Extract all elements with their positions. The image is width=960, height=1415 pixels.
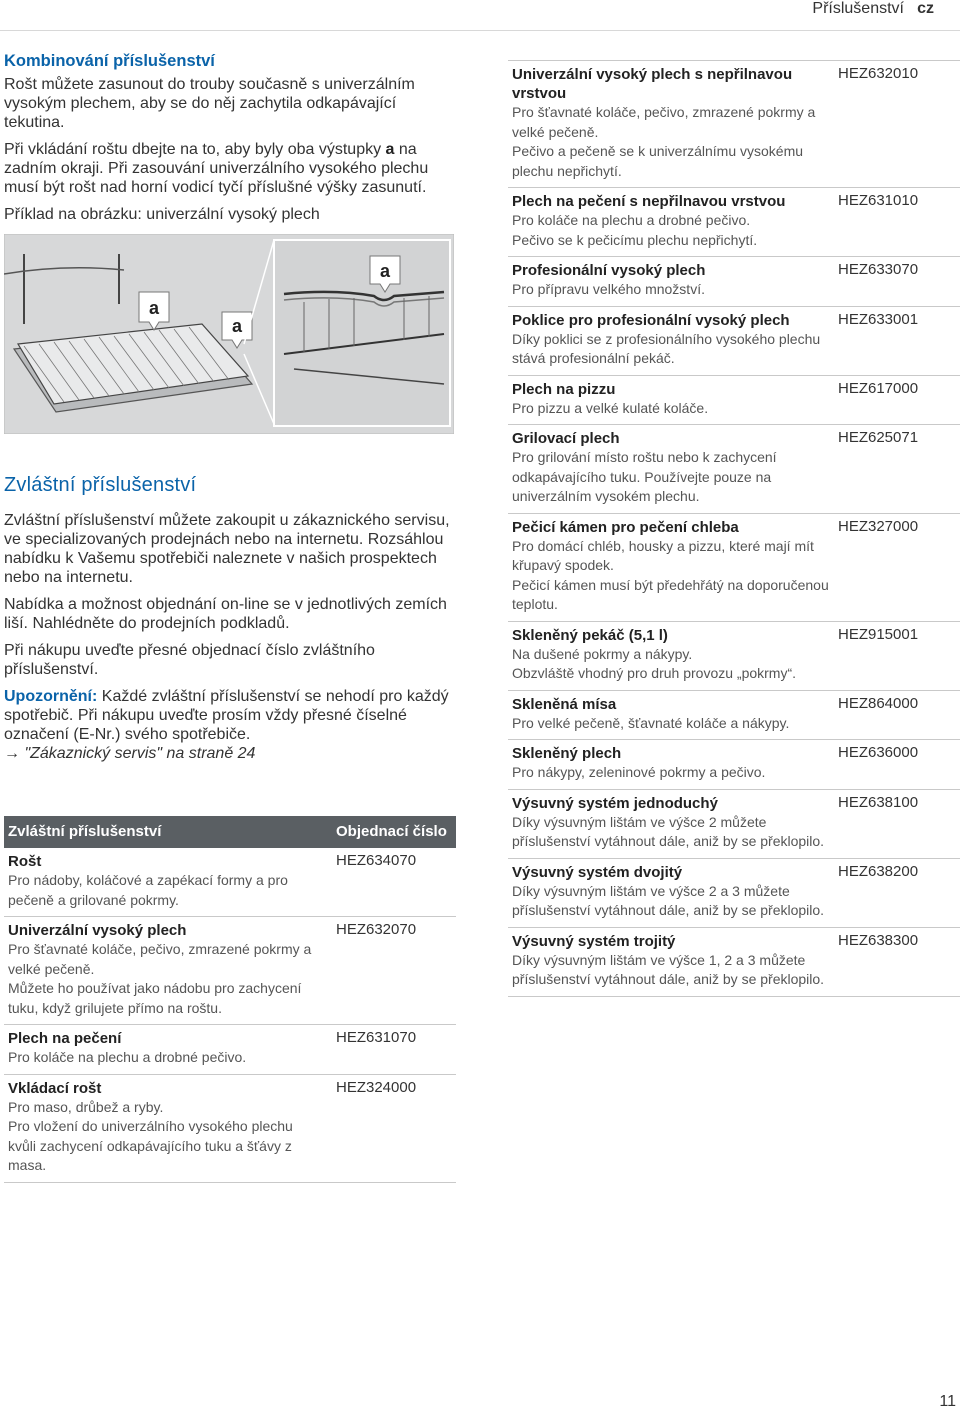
header-section-title: Příslušenství: [812, 0, 904, 17]
order-number: HEZ632010: [838, 65, 919, 82]
order-number: HEZ638300: [838, 931, 919, 949]
accessory-name: Vkládací rošt: [8, 1079, 102, 1097]
order-number: HEZ636000: [838, 744, 919, 761]
accessory-name: Výsuvný systém dvojitý: [512, 863, 683, 881]
order-number: HEZ324000: [336, 1078, 417, 1096]
combining-paragraph-2-end: na zadním okraji. Při zasouvání univerzálního vysokého plechu musí být rošt nad horní vodicí tyčí příslušné výšky zasunutí.: [4, 141, 429, 196]
customer-service-link[interactable]: "Zákaznický servis" na straně 24: [20, 745, 256, 762]
accessory-name: Profesionální vysoký plech: [512, 262, 706, 279]
accessory-description: Pro velké pečeně, šťavnaté koláče a nákypy.: [512, 714, 790, 731]
order-number: HEZ631070: [336, 1029, 417, 1046]
accessory-name: Univerzální vysoký plech: [8, 922, 187, 939]
special-accessories-table: [4, 816, 456, 1183]
callout-a-reference: a: [385, 141, 395, 158]
accessory-name: Rošt: [8, 853, 42, 870]
special-accessories-heading: Zvláštní příslušenství: [4, 474, 197, 496]
left-column: [4, 52, 454, 771]
order-number: HEZ632070: [336, 921, 417, 938]
special-paragraph-2: Nabídka a možnost objednání on-line se v jednotlivých zemích liší. Nahlédněte do prodejních podkladů.: [4, 596, 447, 632]
special-paragraph-1: Zvláštní příslušenství můžete zakoupit u zákaznického servisu, ve specializovaných prodejnách nebo na internetu. Rozsáhlou nabídku k Vašemu spotřebiči naleznete v našich prospektech nebo na internetu.: [4, 512, 450, 586]
accessory-name: Grilovací plech: [512, 430, 620, 447]
order-number: HEZ638100: [838, 793, 919, 811]
table-row: [508, 740, 960, 790]
customer-service-reference[interactable]: [4, 744, 454, 763]
callout-a-right-label: a: [379, 261, 391, 281]
table-row: [508, 188, 960, 257]
accessory-description: Pro grilování místo roštu nebo k zachycení odkapávajícího tuku. Používejte pouze na univerzálním vysokém plechu.: [512, 449, 777, 504]
table-row: [508, 859, 960, 928]
note-label: Upozornění:: [4, 688, 98, 705]
figure-caption: Příklad na obrázku: univerzální vysoký plech: [4, 206, 320, 223]
accessory-name: Univerzální vysoký plech s nepřilnavou vrstvou: [512, 66, 793, 102]
special-accessories-table-continued: [508, 60, 960, 997]
order-number: HEZ634070: [336, 852, 417, 869]
callout-a-middle-label: a: [231, 316, 243, 336]
table-row: [508, 691, 960, 741]
accessory-name: Výsuvný systém trojitý: [512, 932, 676, 950]
accessory-description: Pro šťavnaté koláče, pečivo, zmrazené pokrmy a velké pečeně.: [512, 104, 816, 140]
accessory-description: Můžete ho používat jako nádobu pro zachycení tuku, když grilujete přímo na roštu.: [8, 980, 302, 1016]
accessory-name: Skleněný plech: [512, 745, 622, 762]
order-number: HEZ633001: [838, 310, 919, 328]
accessory-name: Pečicí kámen pro pečení chleba: [512, 518, 739, 536]
table-row: [508, 928, 960, 997]
table-row: [508, 307, 960, 376]
page-number: 11: [939, 1393, 956, 1410]
accessory-name: Výsuvný systém jednoduchý: [512, 794, 718, 812]
accessory-name: Plech na pečení: [8, 1030, 122, 1047]
accessory-description: Pro maso, drůbež a ryby.: [8, 1098, 164, 1115]
accessory-description: Pro koláče na plechu a drobné pečivo.: [8, 1049, 247, 1065]
accessory-description: Pečivo se k pečicímu plechu nepřichytí.: [512, 231, 758, 248]
column-header-accessory: Zvláštní příslušenství: [8, 823, 162, 840]
table-row: [4, 917, 456, 1025]
accessory-description: Pro koláče na plechu a drobné pečivo.: [512, 212, 751, 228]
accessory-description: Díky výsuvným lištám ve výšce 2 můžete příslušenství vytáhnout dále, aniž by se překlopilo.: [512, 813, 825, 849]
accessory-description: Pro nákypy, zeleninové pokrmy a pečivo.: [512, 764, 766, 780]
table-row: [508, 61, 960, 188]
accessory-name: Skleněný pekáč (5,1 l): [512, 626, 668, 644]
accessory-description: Na dušené pokrmy a nákypy.: [512, 645, 693, 662]
page-header: [0, 0, 960, 24]
accessory-name: Skleněná mísa: [512, 695, 617, 713]
table-row: [508, 790, 960, 859]
order-number: HEZ631010: [838, 192, 919, 209]
special-note: [4, 687, 454, 744]
accessory-name: Poklice pro profesionální vysoký plech: [512, 311, 790, 329]
table-row: [508, 514, 960, 622]
accessory-description: Pro šťavnaté koláče, pečivo, zmrazené pokrmy a velké pečeně.: [8, 941, 312, 977]
rack-detail-zoom: [274, 240, 450, 426]
special-paragraph-3: Při nákupu uveďte přesné objednací číslo zvláštního příslušenství.: [4, 642, 375, 678]
note-text: Každé zvláštní příslušenství se nehodí pro každý spotřebič. Při nákupu uveďte prosím vždy přesné číselné označení (E-Nr.) svého spotřebiče.: [4, 688, 449, 743]
arrow-right-icon: →: [4, 745, 20, 762]
header-divider: [0, 30, 960, 31]
accessory-figure: [4, 234, 454, 434]
order-number: HEZ633070: [838, 261, 919, 278]
right-table-body: [508, 61, 960, 997]
accessory-description: Pro přípravu velkého množství.: [512, 281, 705, 297]
table-row: [508, 425, 960, 514]
combining-paragraph-1: Rošt můžete zasunout do trouby současně s univerzálním vysokým plechem, aby se do něj zachytila odkapávající tekutina.: [4, 76, 415, 131]
table-header: [4, 816, 456, 848]
accessory-description: Pro vložení do univerzálního vysokého plechu kvůli zachycení odkapávajícího tuku a šťávy z masa.: [8, 1118, 293, 1173]
table-row: [508, 376, 960, 426]
accessory-description: Díky poklici se z profesionálního vysokého plechu stává profesionální pekáč.: [512, 330, 821, 366]
table-row: [4, 848, 456, 917]
table-row: [4, 1025, 456, 1075]
accessory-description: Obzvláště vhodný pro druh provozu „pokrmy“.: [512, 665, 797, 681]
accessory-description: Pro domácí chléb, housky a pizzu, které mají mít křupavý spodek.: [512, 537, 814, 573]
order-number: HEZ638200: [838, 862, 919, 880]
accessory-description: Pro pizzu a velké kulaté koláče.: [512, 399, 709, 416]
left-table-body: [4, 848, 456, 1183]
combining-heading: Kombinování příslušenství: [4, 52, 215, 70]
accessory-name: Plech na pizzu: [512, 380, 616, 398]
combining-paragraph-2-start: Při vkládání roštu dbejte na to, aby byly oba výstupky: [4, 141, 386, 158]
table-row: [508, 622, 960, 691]
accessory-name: Plech na pečení s nepřilnavou vrstvou: [512, 193, 786, 210]
accessory-description: Díky výsuvným lištám ve výšce 1, 2 a 3 můžete příslušenství vytáhnout dále, aniž by se překlopilo.: [512, 951, 825, 987]
table-row: [4, 1075, 456, 1183]
accessory-description: Pro nádoby, koláčové a zapékací formy a pro pečeně a grilované pokrmy.: [8, 872, 288, 908]
accessory-description: Pečivo a pečeně se k univerzálnímu vysokému plechu nepřichytí.: [512, 143, 804, 179]
header-language-code: cz: [917, 0, 934, 17]
order-number: HEZ864000: [838, 694, 919, 712]
rack-and-tray-illustration: [4, 234, 454, 434]
order-number: HEZ915001: [838, 625, 919, 643]
combining-paragraph-2: [4, 140, 454, 197]
callout-a-left-label: a: [148, 298, 160, 318]
accessory-description: Pečicí kámen musí být předehřátý na doporučenou teplotu.: [512, 576, 829, 612]
accessory-description: Díky výsuvným lištám ve výšce 2 a 3 můžete příslušenství vytáhnout dále, aniž by se překlopilo.: [512, 882, 825, 918]
order-number: HEZ327000: [838, 517, 919, 535]
table-row: [508, 257, 960, 307]
column-header-order-number: Objednací číslo: [336, 823, 447, 840]
order-number: HEZ617000: [838, 379, 919, 397]
order-number: HEZ625071: [838, 429, 919, 446]
